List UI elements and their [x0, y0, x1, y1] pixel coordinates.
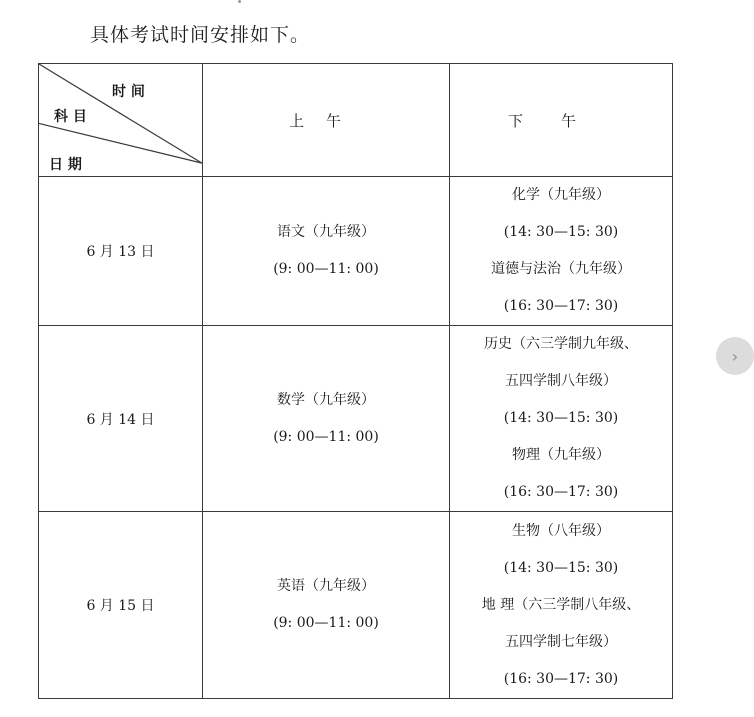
afternoon-cell — [450, 326, 673, 512]
morning-subject: 数学（九年级） — [277, 391, 375, 408]
afternoon-line: (14: 30—15: 30) — [503, 559, 619, 576]
afternoon-line: 道德与法治（九年级） — [491, 261, 631, 277]
morning-subject: 英语（九年级） — [277, 578, 375, 594]
chevron-right-icon[interactable]: › — [716, 337, 754, 375]
afternoon-cell — [450, 512, 673, 699]
afternoon-line: (16: 30—17: 30) — [503, 484, 619, 500]
afternoon-line: 五四学制八年级） — [505, 373, 617, 389]
table-row — [39, 326, 673, 512]
header-morning — [203, 64, 450, 177]
morning-cell — [203, 177, 450, 326]
table-row — [39, 177, 673, 326]
afternoon-line: (14: 30—15: 30) — [503, 410, 619, 426]
date-cell — [39, 177, 203, 326]
header-date-label: 日 期 — [49, 157, 82, 173]
header-subject-label: 科 目 — [54, 109, 87, 125]
afternoon-line: (14: 30—15: 30) — [503, 224, 619, 240]
header-morning-label: 上午 — [288, 111, 363, 130]
morning-subject: 语文（九年级） — [277, 224, 375, 240]
morning-time: (9: 00—11: 00) — [273, 261, 379, 277]
afternoon-line: 生物（八年级） — [512, 522, 610, 539]
header-afternoon-label: 下午 — [507, 111, 614, 130]
date-label: 6 月 15 日 — [86, 598, 155, 614]
intro-text: 具体考试时间安排如下。 — [90, 24, 311, 46]
table-header-row — [39, 64, 673, 177]
afternoon-line: 历史（六三学制九年级、 — [484, 336, 638, 352]
morning-cell — [203, 512, 450, 699]
header-afternoon — [450, 64, 673, 177]
diagonal-header-cell — [39, 64, 203, 177]
afternoon-line: 五四学制七年级） — [505, 633, 617, 650]
date-label: 6 月 13 日 — [86, 244, 155, 260]
afternoon-line: (16: 30—17: 30) — [503, 298, 619, 314]
afternoon-line: (16: 30—17: 30) — [503, 670, 619, 687]
afternoon-line: 地 理（六三学制八年级、 — [481, 596, 641, 613]
afternoon-cell — [450, 177, 673, 326]
morning-time: (9: 00—11: 00) — [273, 428, 379, 445]
date-cell — [39, 326, 203, 512]
table-row — [39, 512, 673, 699]
decorative-dot — [238, 0, 241, 3]
header-time-label: 时 间 — [112, 84, 145, 100]
morning-time: (9: 00—11: 00) — [273, 615, 379, 631]
date-cell — [39, 512, 203, 699]
afternoon-line: 化学（九年级） — [512, 187, 610, 203]
afternoon-line: 物理（九年级） — [512, 447, 610, 463]
morning-cell — [203, 326, 450, 512]
exam-schedule-table — [38, 63, 673, 699]
date-label: 6 月 14 日 — [86, 411, 155, 428]
